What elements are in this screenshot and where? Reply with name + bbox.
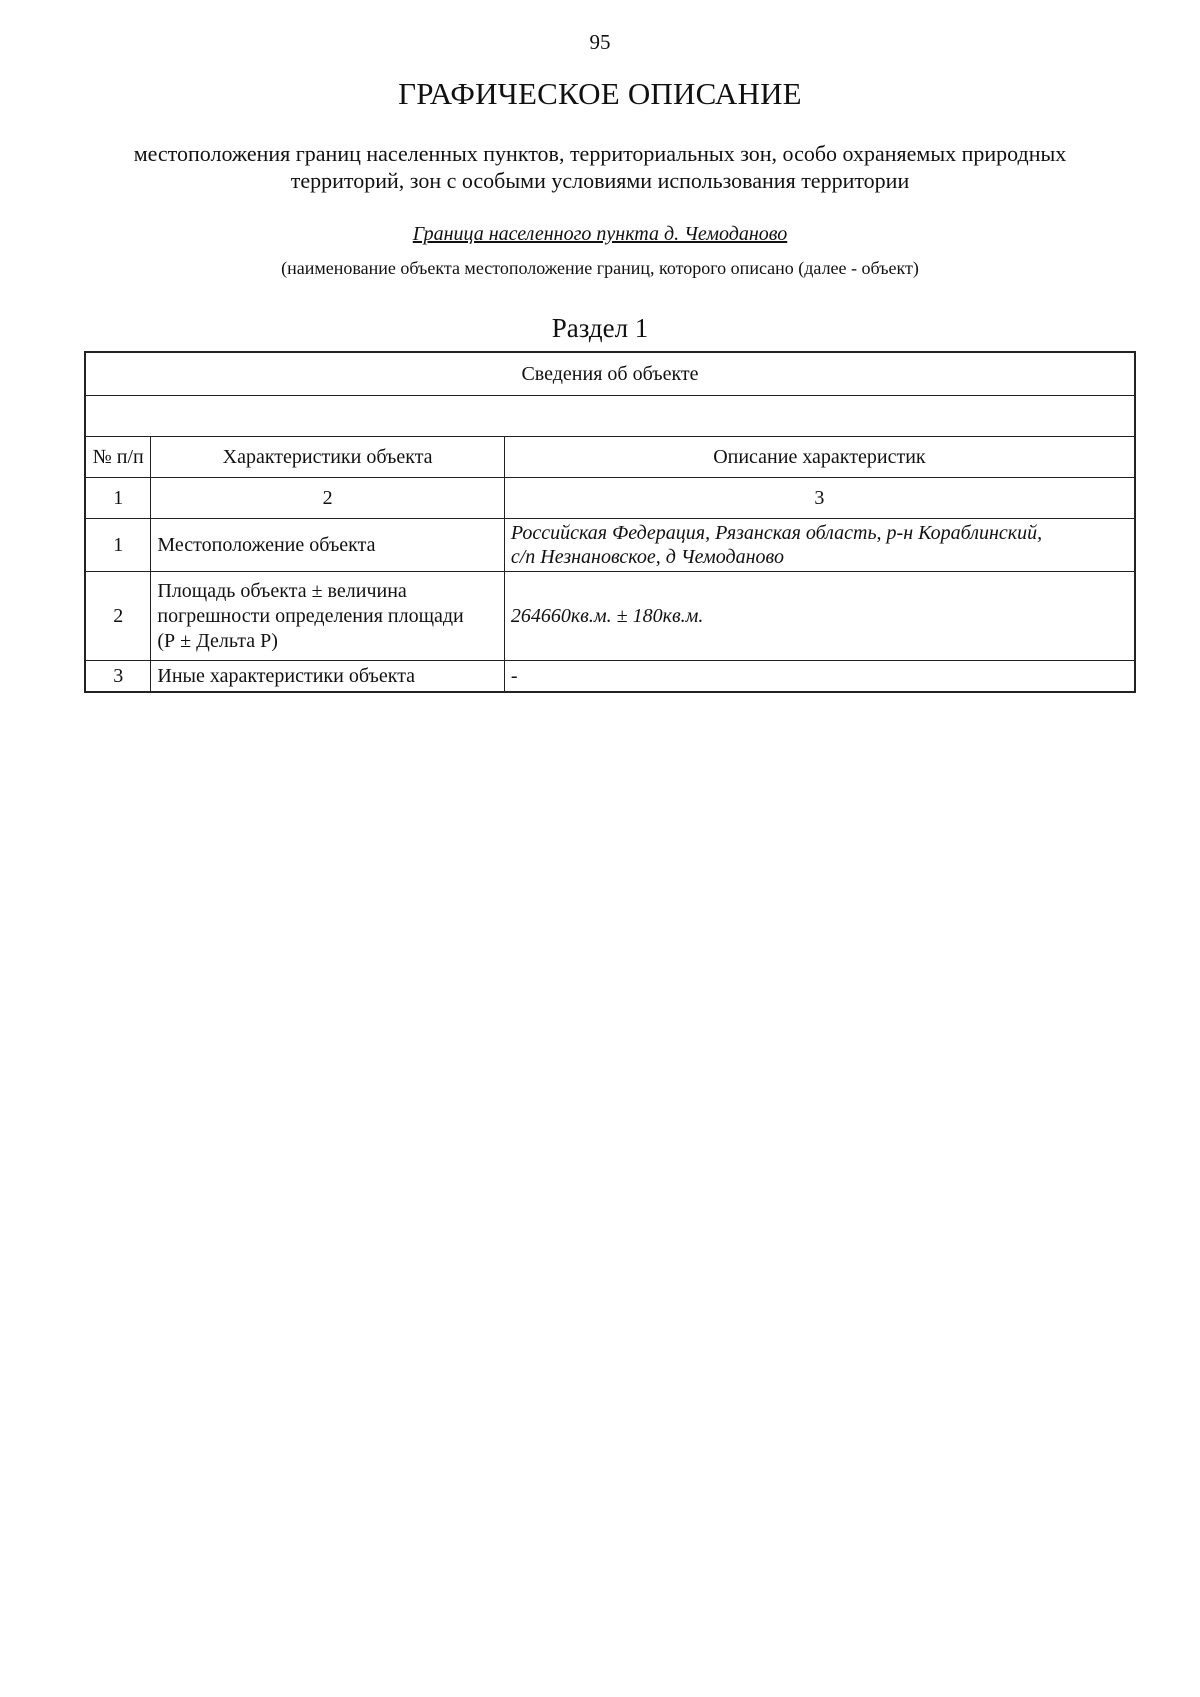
row-characteristic-line-2: погрешности определения площади — [157, 604, 464, 627]
object-info-table — [84, 351, 1136, 693]
document-subtitle — [60, 140, 1140, 194]
row-description: 264660кв.м. ± 180кв.м. — [504, 572, 1135, 661]
table-column-numbers-row — [85, 478, 1135, 519]
row-description-line-1: Российская Федерация, Рязанская область, р-н Кораблинский, — [510, 522, 1043, 544]
row-description — [504, 519, 1135, 572]
row-num: 2 — [85, 572, 151, 661]
row-description: - — [504, 661, 1135, 693]
table-empty-row — [85, 396, 1135, 437]
table-empty-cell — [85, 396, 1135, 437]
row-num: 1 — [85, 519, 151, 572]
header-description: Описание характеристик — [504, 437, 1135, 478]
subtitle-line-2: территорий, зон с особыми условиями использования территории — [290, 168, 910, 193]
column-number-3: 3 — [504, 478, 1135, 519]
row-characteristic-line-3: (Р ± Дельта Р) — [157, 629, 278, 652]
row-description-line-2: с/п Незнановское, д Чемоданово — [510, 546, 784, 568]
subtitle-line-1: местоположения границ населенных пунктов, территориальных зон, особо охраняемых природных — [133, 141, 1067, 166]
object-name — [0, 223, 1200, 246]
object-note: (наименование объекта местоположение границ, которого описано (далее - объект) — [281, 258, 919, 278]
header-characteristic: Характеристики объекта — [151, 437, 504, 478]
column-number-2: 2 — [151, 478, 504, 519]
row-characteristic: Местоположение объекта — [151, 519, 504, 572]
column-number-1: 1 — [85, 478, 151, 519]
table-title: Сведения об объекте — [85, 352, 1135, 396]
table-header-row — [85, 437, 1135, 478]
row-characteristic — [151, 572, 504, 661]
table-row — [85, 661, 1135, 693]
page-number: 95 — [589, 30, 611, 54]
row-num: 3 — [85, 661, 151, 693]
header-num: № п/п — [85, 437, 151, 478]
document-title: ГРАФИЧЕСКОЕ ОПИСАНИЕ — [398, 76, 802, 111]
object-name-text: Граница населенного пункта д. Чемоданово — [412, 223, 788, 245]
table-title-row — [85, 352, 1135, 396]
row-characteristic-line-1: Площадь объекта ± величина — [157, 579, 407, 602]
table-row — [85, 572, 1135, 661]
table-row — [85, 519, 1135, 572]
section-title: Раздел 1 — [551, 313, 649, 343]
row-characteristic: Иные характеристики объекта — [151, 661, 504, 693]
